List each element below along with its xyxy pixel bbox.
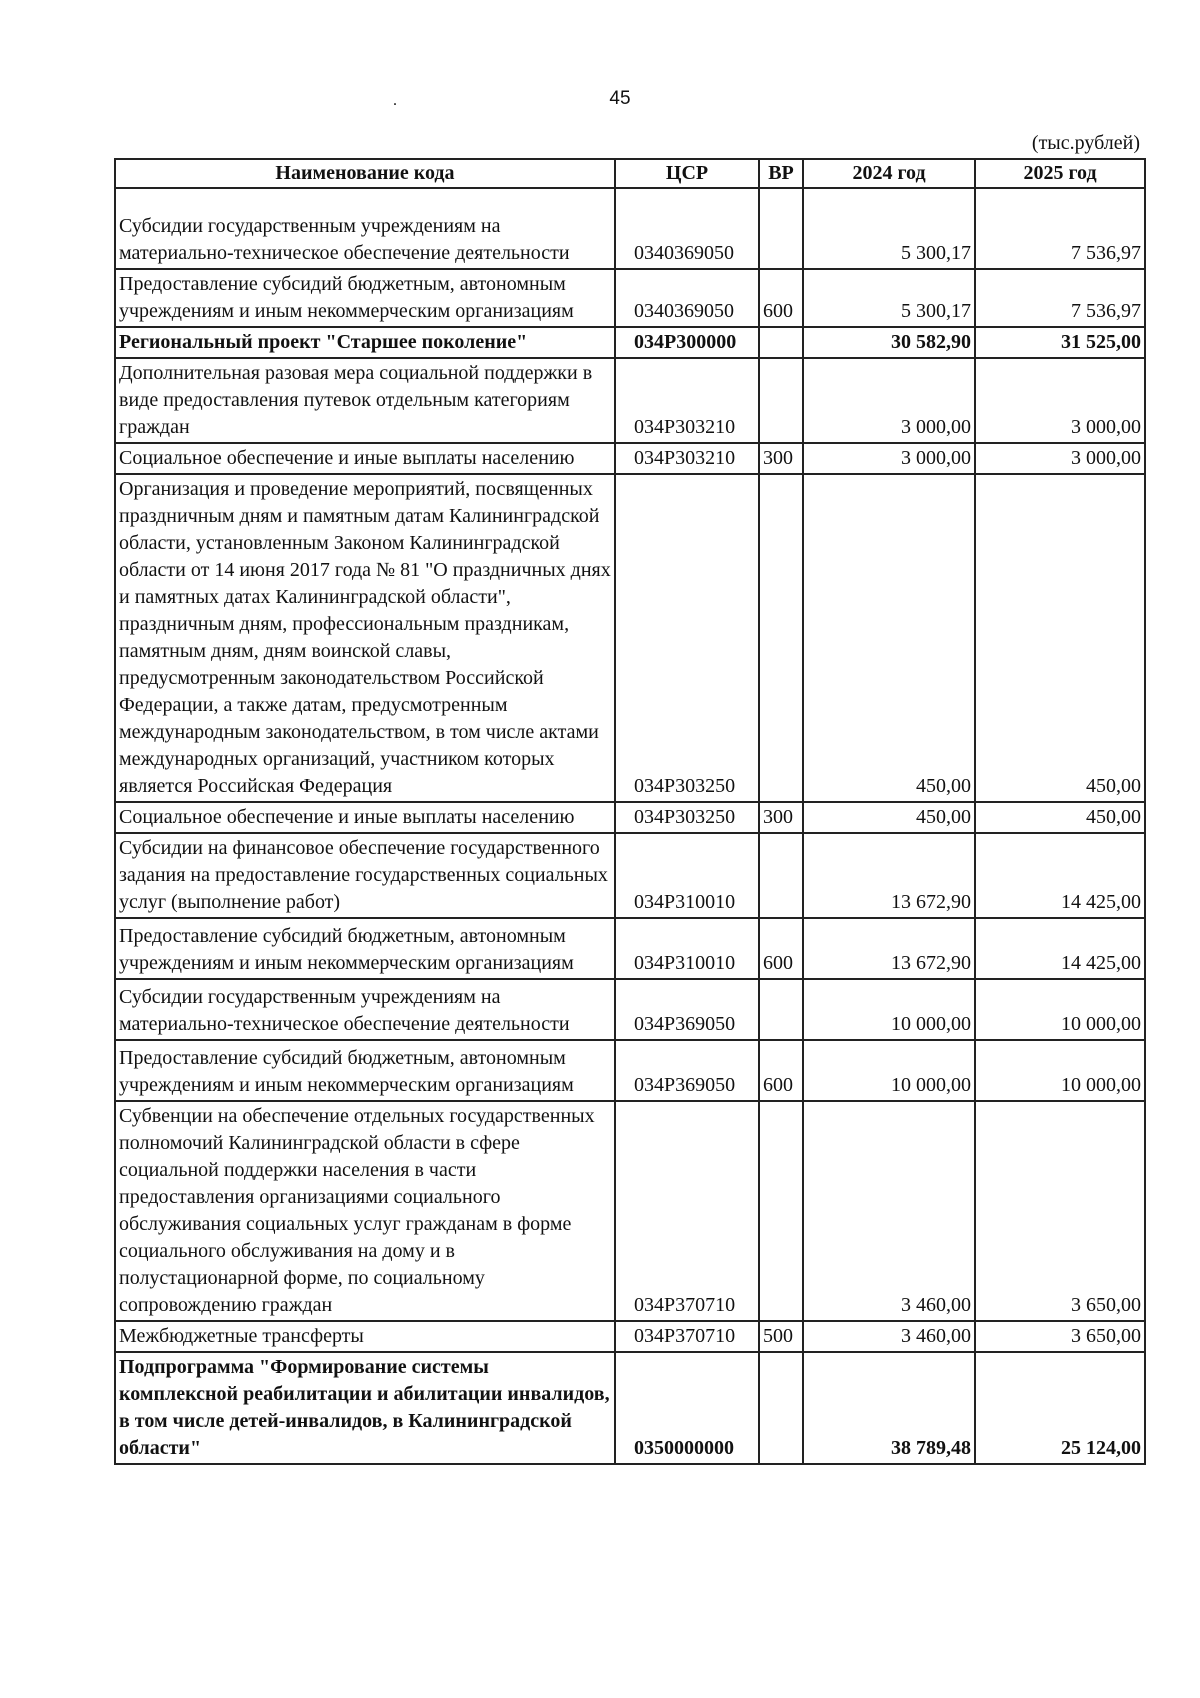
header-2024: 2024 год [803,159,975,188]
header-name: Наименование кода [115,159,615,188]
table-row [115,474,1145,802]
budget-table [114,158,1146,1465]
table-row [115,918,1145,979]
table-row [115,443,1145,474]
row-csr-cell: 0340369050 [615,188,759,269]
table-row [115,269,1145,327]
table-row [115,1321,1145,1352]
row-csr-cell: 0350000000 [615,1352,759,1464]
row-csr-cell: 034P310010 [615,833,759,918]
row-2024-cell: 13 672,90 [803,918,975,979]
row-csr-cell: 034P369050 [615,1040,759,1101]
row-vr-cell [759,474,803,802]
row-2025-cell: 31 525,00 [975,327,1145,358]
row-2025-cell: 10 000,00 [975,1040,1145,1101]
table-row [115,833,1145,918]
row-2024-cell: 30 582,90 [803,327,975,358]
table-row [115,979,1145,1040]
row-vr-cell [759,327,803,358]
table-row [115,327,1145,358]
row-csr-cell: 0340369050 [615,269,759,327]
row-name-cell: Субсидии государственным учреждениям на материально-техническое обеспечение деятельности [115,979,615,1040]
row-name-cell: Субсидии государственным учреждениям на материально-техническое обеспечение деятельности [115,188,615,269]
row-vr-cell [759,1352,803,1464]
row-name-cell: Дополнительная разовая мера социальной поддержки в виде предоставления путевок отдельным категориям граждан [115,358,615,443]
row-2024-cell: 3 460,00 [803,1321,975,1352]
row-2025-cell: 3 000,00 [975,443,1145,474]
row-name-cell: Межбюджетные трансферты [115,1321,615,1352]
row-name-cell: Социальное обеспечение и иные выплаты населению [115,443,615,474]
row-2024-cell: 3 000,00 [803,358,975,443]
row-name-cell: Подпрограмма "Формирование системы комплексной реабилитации и абилитации инвалидов, в том числе детей-инвалидов, в Калининградской области" [115,1352,615,1464]
row-2024-cell: 10 000,00 [803,979,975,1040]
row-2025-cell: 14 425,00 [975,918,1145,979]
row-name-cell: Предоставление субсидий бюджетным, автономным учреждениям и иным некоммерческим организациям [115,269,615,327]
table-row [115,802,1145,833]
row-csr-cell: 034P303210 [615,443,759,474]
header-csr: ЦСР [615,159,759,188]
table-row [115,358,1145,443]
row-csr-cell: 034P303250 [615,802,759,833]
row-2025-cell: 7 536,97 [975,188,1145,269]
row-2025-cell: 3 650,00 [975,1321,1145,1352]
row-vr-cell: 600 [759,918,803,979]
row-csr-cell: 034P303210 [615,358,759,443]
row-2025-cell: 14 425,00 [975,833,1145,918]
table-row [115,188,1145,269]
row-vr-cell: 300 [759,802,803,833]
row-vr-cell [759,833,803,918]
row-2025-cell: 3 650,00 [975,1101,1145,1321]
row-vr-cell: 600 [759,269,803,327]
row-2025-cell: 3 000,00 [975,358,1145,443]
row-vr-cell [759,979,803,1040]
row-name-cell: Региональный проект "Старшее поколение" [115,327,615,358]
row-csr-cell: 034P310010 [615,918,759,979]
row-2025-cell: 450,00 [975,474,1145,802]
row-2024-cell: 38 789,48 [803,1352,975,1464]
row-csr-cell: 034P303250 [615,474,759,802]
row-2024-cell: 13 672,90 [803,833,975,918]
table-body [115,188,1145,1464]
page-number: 45 [609,88,631,109]
row-2025-cell: 25 124,00 [975,1352,1145,1464]
scan-dot: . [393,92,397,109]
row-csr-cell: 034P300000 [615,327,759,358]
row-2024-cell: 5 300,17 [803,269,975,327]
row-name-cell: Предоставление субсидий бюджетным, автономным учреждениям и иным некоммерческим организациям [115,918,615,979]
row-2025-cell: 450,00 [975,802,1145,833]
row-vr-cell [759,188,803,269]
table-header-row [115,159,1145,188]
row-2024-cell: 450,00 [803,802,975,833]
row-2024-cell: 5 300,17 [803,188,975,269]
row-2024-cell: 3 000,00 [803,443,975,474]
row-vr-cell [759,1101,803,1321]
row-2024-cell: 3 460,00 [803,1101,975,1321]
row-2024-cell: 10 000,00 [803,1040,975,1101]
table-row [115,1352,1145,1464]
row-csr-cell: 034P370710 [615,1321,759,1352]
units-label: (тыс.рублей) [1031,132,1140,154]
row-2025-cell: 7 536,97 [975,269,1145,327]
row-vr-cell: 600 [759,1040,803,1101]
row-name-cell: Организация и проведение мероприятий, посвященных праздничным дням и памятным датам Калининградской области, установленным Законом Калининградской области от 14 июня 2017 года № 81 "О праздничных днях и памятных датах Калининградской области", праздничным дням, профессиональным праздникам, памятным дням, дням воинской славы, предусмотренным законодательством Российской Федерации, а также датам, предусмотренным международным законодательством, в том числе актами международных организаций, участником которых является Российская Федерация [115,474,615,802]
row-name-cell: Предоставление субсидий бюджетным, автономным учреждениям и иным некоммерческим организациям [115,1040,615,1101]
row-name-cell: Субвенции на обеспечение отдельных государственных полномочий Калининградской области в сфере социальной поддержки населения в части предоставления организациями социального обслуживания социальных услуг гражданам в форме социального обслуживания на дому и в полустационарной форме, по социальному сопровождению граждан [115,1101,615,1321]
row-name-cell: Социальное обеспечение и иные выплаты населению [115,802,615,833]
row-2025-cell: 10 000,00 [975,979,1145,1040]
table-row [115,1101,1145,1321]
row-vr-cell: 500 [759,1321,803,1352]
row-name-cell: Субсидии на финансовое обеспечение государственного задания на предоставление государственных социальных услуг (выполнение работ) [115,833,615,918]
row-csr-cell: 034P370710 [615,1101,759,1321]
header-vr: ВР [759,159,803,188]
row-2024-cell: 450,00 [803,474,975,802]
row-vr-cell: 300 [759,443,803,474]
row-csr-cell: 034P369050 [615,979,759,1040]
header-2025: 2025 год [975,159,1145,188]
table-row [115,1040,1145,1101]
row-vr-cell [759,358,803,443]
